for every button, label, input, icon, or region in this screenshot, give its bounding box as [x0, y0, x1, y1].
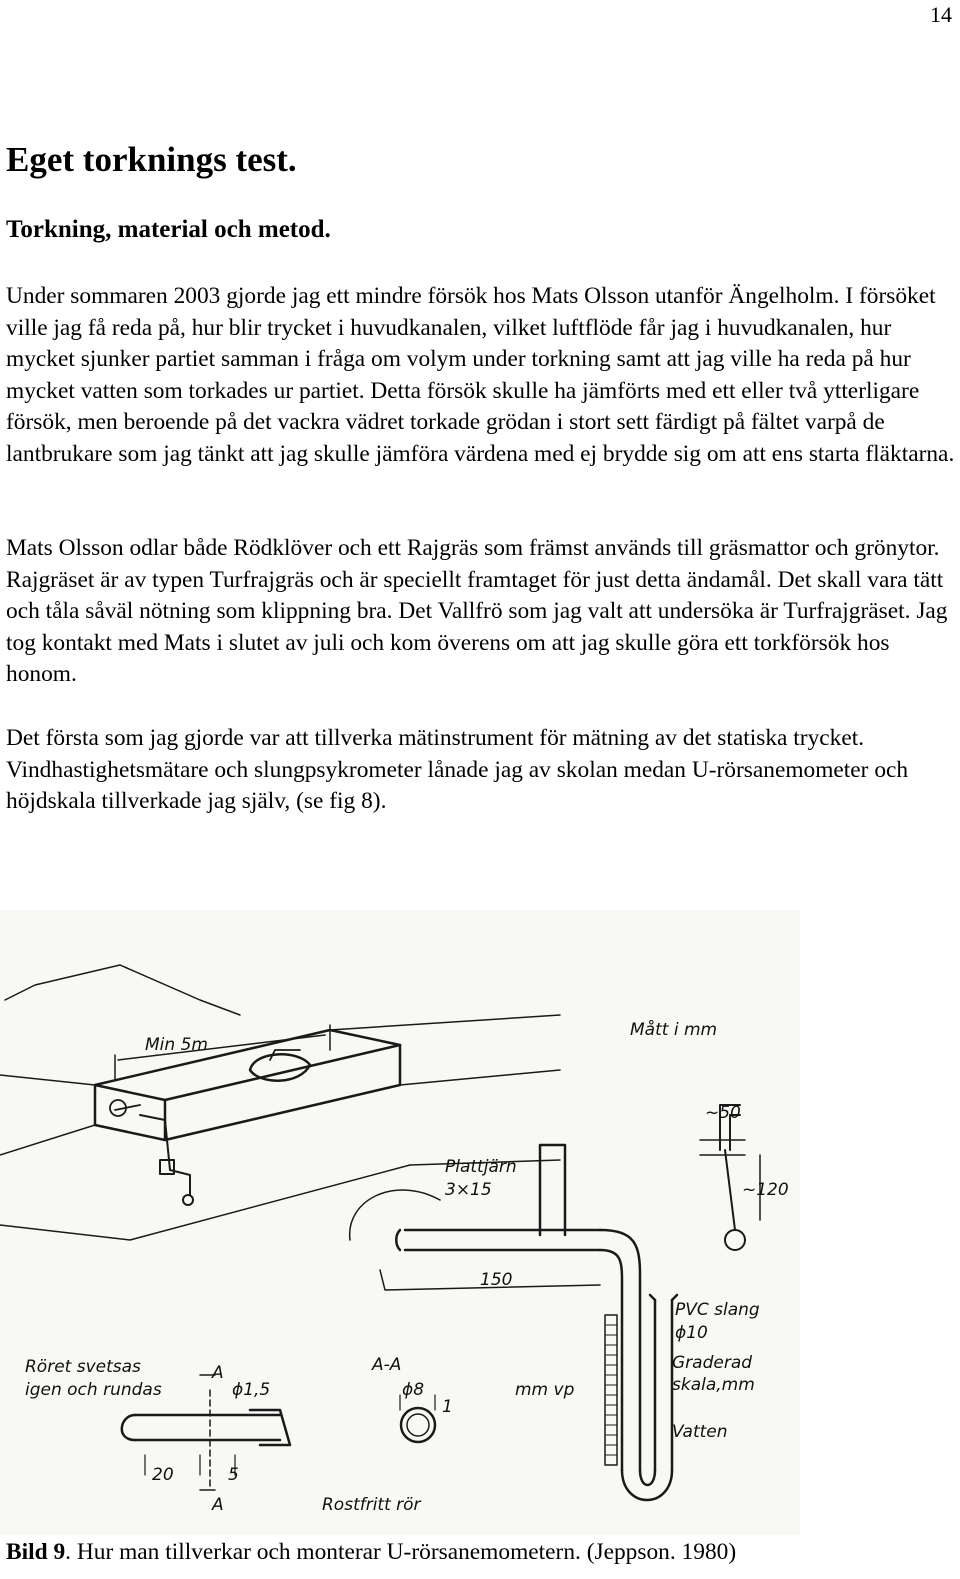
- label-flat-iron: Plattjärn: [445, 1157, 517, 1177]
- label-pvc-hose: PVC slang: [675, 1300, 760, 1320]
- paragraph-2: Mats Olsson odlar både Rödklöver och ett Rajgräs som främst används till gräsmattor och grönytor. Rajgräset är av typen Turfrajgräs och är speciellt framtaget för just detta ändamål. Det skall vara tätt och tåla såväl nötning som klippning bra. Det Vallfrö som jag valt att undersöka är Turfrajgräset. Jag tog kontakt med Mats i slutet av juli och kom överens om att jag skulle göra ett torkförsök hos honom.: [6, 535, 948, 687]
- label-section-a-bottom: A: [212, 1495, 224, 1515]
- u-tube-anemometer-figure: [0, 910, 800, 1535]
- label-min-distance: Min 5m: [145, 1035, 208, 1055]
- caption-text: . Hur man tillverkar och monterar U-rörsanemometern. (Jeppson. 1980): [65, 1539, 737, 1565]
- label-stainless-tube: Rostfritt rör: [322, 1495, 421, 1515]
- label-dim-20: 20: [152, 1465, 174, 1485]
- page-number: 14: [930, 2, 952, 27]
- label-wall-thickness: 1: [442, 1397, 453, 1417]
- technical-drawing: [0, 910, 800, 1535]
- label-welded-1: Röret svetsas: [25, 1357, 141, 1377]
- label-tube-diameter: ϕ8: [402, 1380, 425, 1400]
- label-hole-diameter: ϕ1,5: [232, 1380, 271, 1400]
- label-flat-iron-size: 3×15: [445, 1180, 492, 1200]
- label-height-approx: ~120: [742, 1180, 789, 1200]
- label-section-a-top: A: [212, 1363, 224, 1383]
- label-dim-5: 5: [228, 1465, 239, 1485]
- label-tube-length: 150: [480, 1270, 513, 1290]
- label-mm-vp: mm vp: [515, 1380, 575, 1400]
- label-section: A-A: [372, 1355, 402, 1375]
- section-subheading: Torkning, material och metod.: [6, 216, 331, 243]
- section-heading: Eget torknings test.: [6, 140, 297, 179]
- label-water: Vatten: [672, 1422, 728, 1442]
- paragraph-1: Under sommaren 2003 gjorde jag ett mindre försök hos Mats Olsson utanför Ängelholm. I försöket ville jag få reda på, hur blir trycket i huvudkanalen, vilket luftflöde får jag i huvudkanalen, hur mycket sjunker partiet samman i fråga om volym under torkning samt att jag ville ha reda på hur mycket vatten som torkades ur partiet. Detta försök skulle ha jämförts med ett eller två ytterligare försök, men beroende på det vackra vädret torkade grödan i stort sett färdigt på fältet varpå de lantbrukare som jag tänkt att jag skulle jämföra värdena med ej brydde sig om att ens starta fläktarna.: [6, 283, 955, 467]
- paragraph-3: Det första som jag gjorde var att tillverka mätinstrument för mätning av det statiska trycket. Vindhastighetsmätare och slungpsykrometer lånade jag av skolan medan U-rörsanemometer och höjdskala tillverkade jag själv, (se fig 8).: [6, 725, 909, 814]
- label-pvc-diameter: ϕ10: [675, 1323, 708, 1343]
- label-graduated-scale-2: skala,mm: [672, 1375, 755, 1395]
- figure-caption: [6, 1539, 736, 1566]
- label-width-approx: ~50: [705, 1103, 741, 1123]
- label-welded-2: igen och rundas: [25, 1380, 162, 1400]
- label-graduated-scale-1: Graderad: [672, 1353, 753, 1373]
- label-units: Mått i mm: [630, 1020, 718, 1040]
- caption-label: Bild 9: [6, 1539, 66, 1565]
